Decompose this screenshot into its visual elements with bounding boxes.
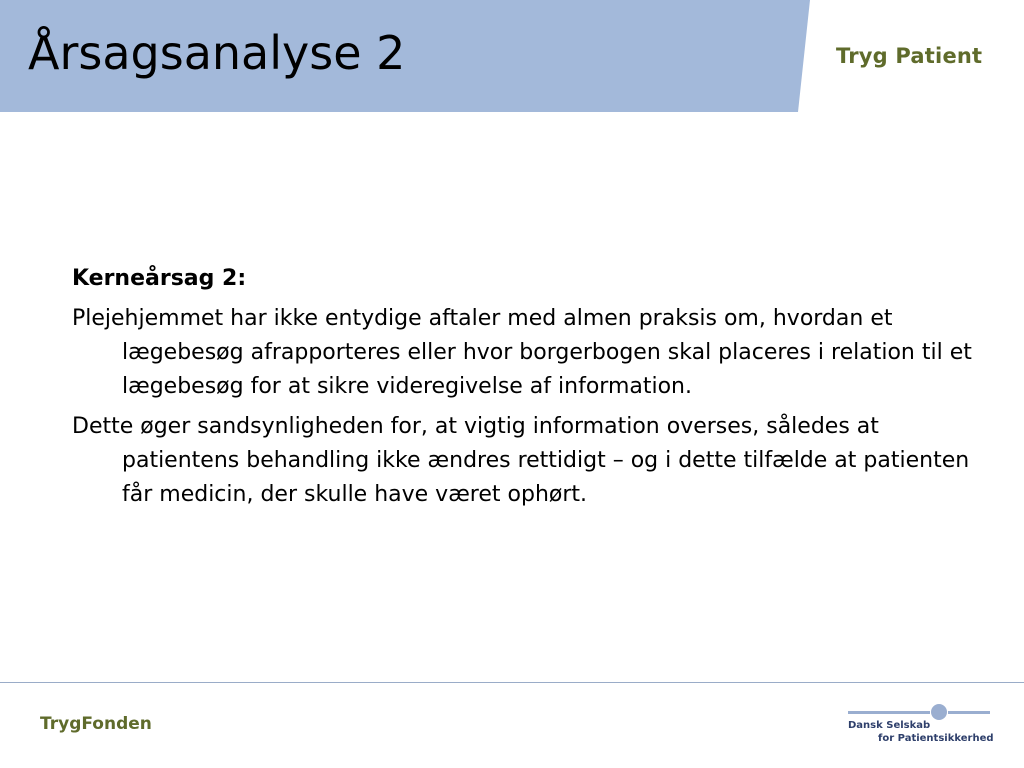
trygfonden-logo: TrygFonden <box>40 714 152 734</box>
tryg-patient-logo: Tryg Patient <box>836 44 983 68</box>
slide-title: Årsagsanalyse 2 <box>28 26 406 80</box>
content-paragraph-2: Dette øger sandsynligheden for, at vigtig information overses, således at patientens behandling ikke ændres rettidigt – og i dette tilfælde at patienten får medicin, der skulle have været ophørt. <box>72 414 970 507</box>
dansk-selskab-logo-mark <box>848 704 994 720</box>
dansk-selskab-logo-line1: Dansk Selskab <box>848 720 931 731</box>
slide-content <box>72 262 992 518</box>
dansk-selskab-logo <box>848 704 994 748</box>
dansk-selskab-logo-line2: for Patientsikkerhed <box>878 733 994 744</box>
content-heading: Kerneårsag 2: <box>72 266 247 291</box>
content-paragraph-1: Plejehjemmet har ikke entydige aftaler med almen praksis om, hvordan et lægebesøg afrapporteres eller hvor borgerbogen skal placeres i relation til et lægebesøg for at sikre videregivelse af information. <box>72 306 972 399</box>
footer-divider <box>0 682 1024 683</box>
